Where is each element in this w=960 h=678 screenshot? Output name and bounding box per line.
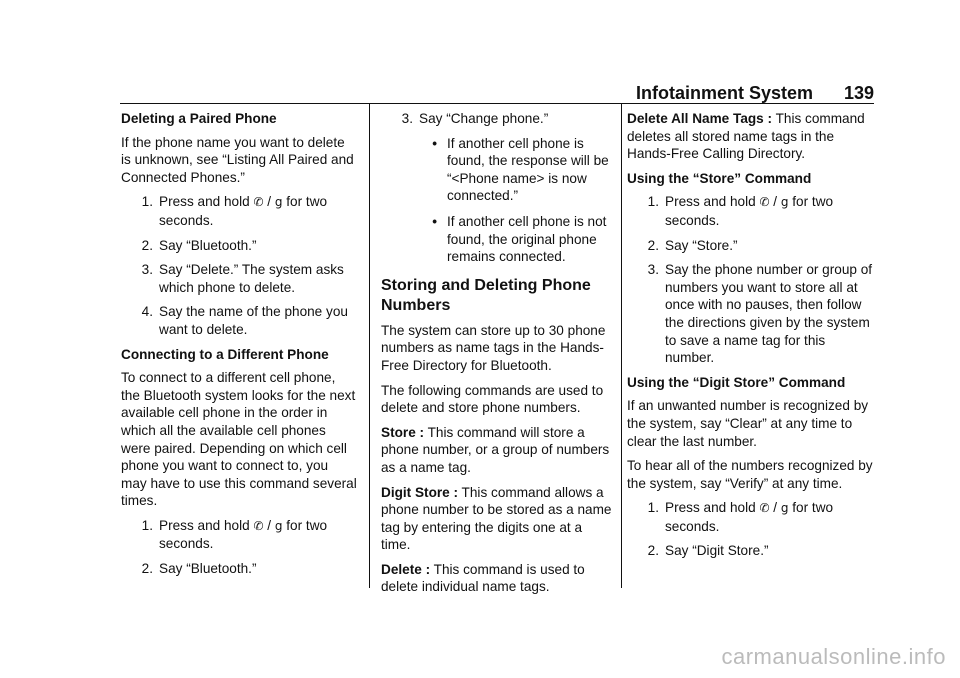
heading-connecting-different-phone: Connecting to a Different Phone xyxy=(121,346,329,362)
column-1 xyxy=(121,110,357,585)
voice-icon: g xyxy=(780,501,789,516)
page-number: 139 xyxy=(843,83,874,103)
column-divider xyxy=(621,104,622,588)
paragraph: If the phone name you want to delete is unknown, see “Listing All Paired and Connected Phones.” xyxy=(121,134,354,185)
step: 3. Say the phone number or group of numbers you want to store all at once with no pauses, then follow the directions given by the system to save a name tag for this number. xyxy=(647,262,873,366)
definition-delete: Delete : This command is used to delete individual name tags. xyxy=(381,561,585,595)
heading-using-digit-store: Using the “Digit Store” Command xyxy=(627,374,846,390)
step: 1. Press and hold ✆ / g for two seconds. xyxy=(141,194,328,228)
step: 2. Say “Store.” xyxy=(647,237,738,253)
phone-icon: ✆ xyxy=(253,195,264,210)
page-header xyxy=(0,80,960,104)
definition-digit-store: Digit Store : This command allows a phone number to be stored as a name tag by entering the digits one at a time. xyxy=(381,484,612,553)
definition-store: Store : This command will store a phone number, or a group of numbers as a name tag. xyxy=(381,424,610,475)
step: 2. Say “Digit Store.” xyxy=(647,543,769,559)
column-3 xyxy=(627,110,875,567)
step: 2. Say “Bluetooth.” xyxy=(141,561,257,577)
paragraph: The following commands are used to delete and store phone numbers. xyxy=(381,382,604,416)
bullet-icon: • xyxy=(432,213,437,229)
paragraph: The system can store up to 30 phone numbers as name tags in the Hands-Free Directory for Bluetooth. xyxy=(381,322,606,373)
step: 3. Say “Change phone.” xyxy=(401,111,549,126)
voice-icon: g xyxy=(780,195,789,210)
section-title: Infotainment System xyxy=(635,83,813,103)
heading-using-store: Using the “Store” Command xyxy=(627,170,812,186)
phone-icon: ✆ xyxy=(759,501,770,516)
step: 1. Press and hold ✆ / g for two seconds. xyxy=(141,517,328,552)
header-rule xyxy=(120,103,874,104)
definition-delete-all: Delete All Name Tags : This command deletes all stored name tags in the Hands-Free Calling Directory. xyxy=(627,111,865,162)
bullet-icon: • xyxy=(432,135,437,151)
paragraph: To hear all of the numbers recognized by the system, say “Verify” at any time. xyxy=(627,458,873,491)
voice-icon: g xyxy=(274,195,283,210)
paragraph: To connect to a different cell phone, the Bluetooth system looks for the next available cell phone in the order in which all the available cell phones were paired. Depending on which cell phone you want to connect to, you may have to use this command several times. xyxy=(121,370,357,509)
step: 4. Say the name of the phone you want to delete. xyxy=(141,304,348,337)
watermark: carmanualsonline.info xyxy=(721,644,946,669)
phone-icon: ✆ xyxy=(253,518,264,533)
paragraph: If an unwanted number is recognized by the system, say “Clear” at any time to clear the last number. xyxy=(627,398,869,449)
step: 3. Say “Delete.” The system asks which phone to delete. xyxy=(141,262,344,295)
column-2 xyxy=(381,110,613,603)
phone-icon: ✆ xyxy=(759,195,770,210)
heading-deleting-paired-phone: Deleting a Paired Phone xyxy=(121,111,277,126)
step: 2. Say “Bluetooth.” xyxy=(141,237,257,253)
bullet-item: • If another cell phone is not found, the original phone remains connected. xyxy=(381,213,613,266)
heading-storing-deleting: Storing and Deleting Phone Numbers xyxy=(381,276,591,314)
step: 1. Press and hold ✆ / g for two seconds. xyxy=(647,194,834,228)
voice-icon: g xyxy=(274,518,283,533)
column-divider xyxy=(369,104,370,588)
bullet-item: • If another cell phone is found, the response will be “<Phone name> is now connected.” xyxy=(381,135,613,205)
step: 1. Press and hold ✆ / g for two seconds. xyxy=(647,500,834,534)
